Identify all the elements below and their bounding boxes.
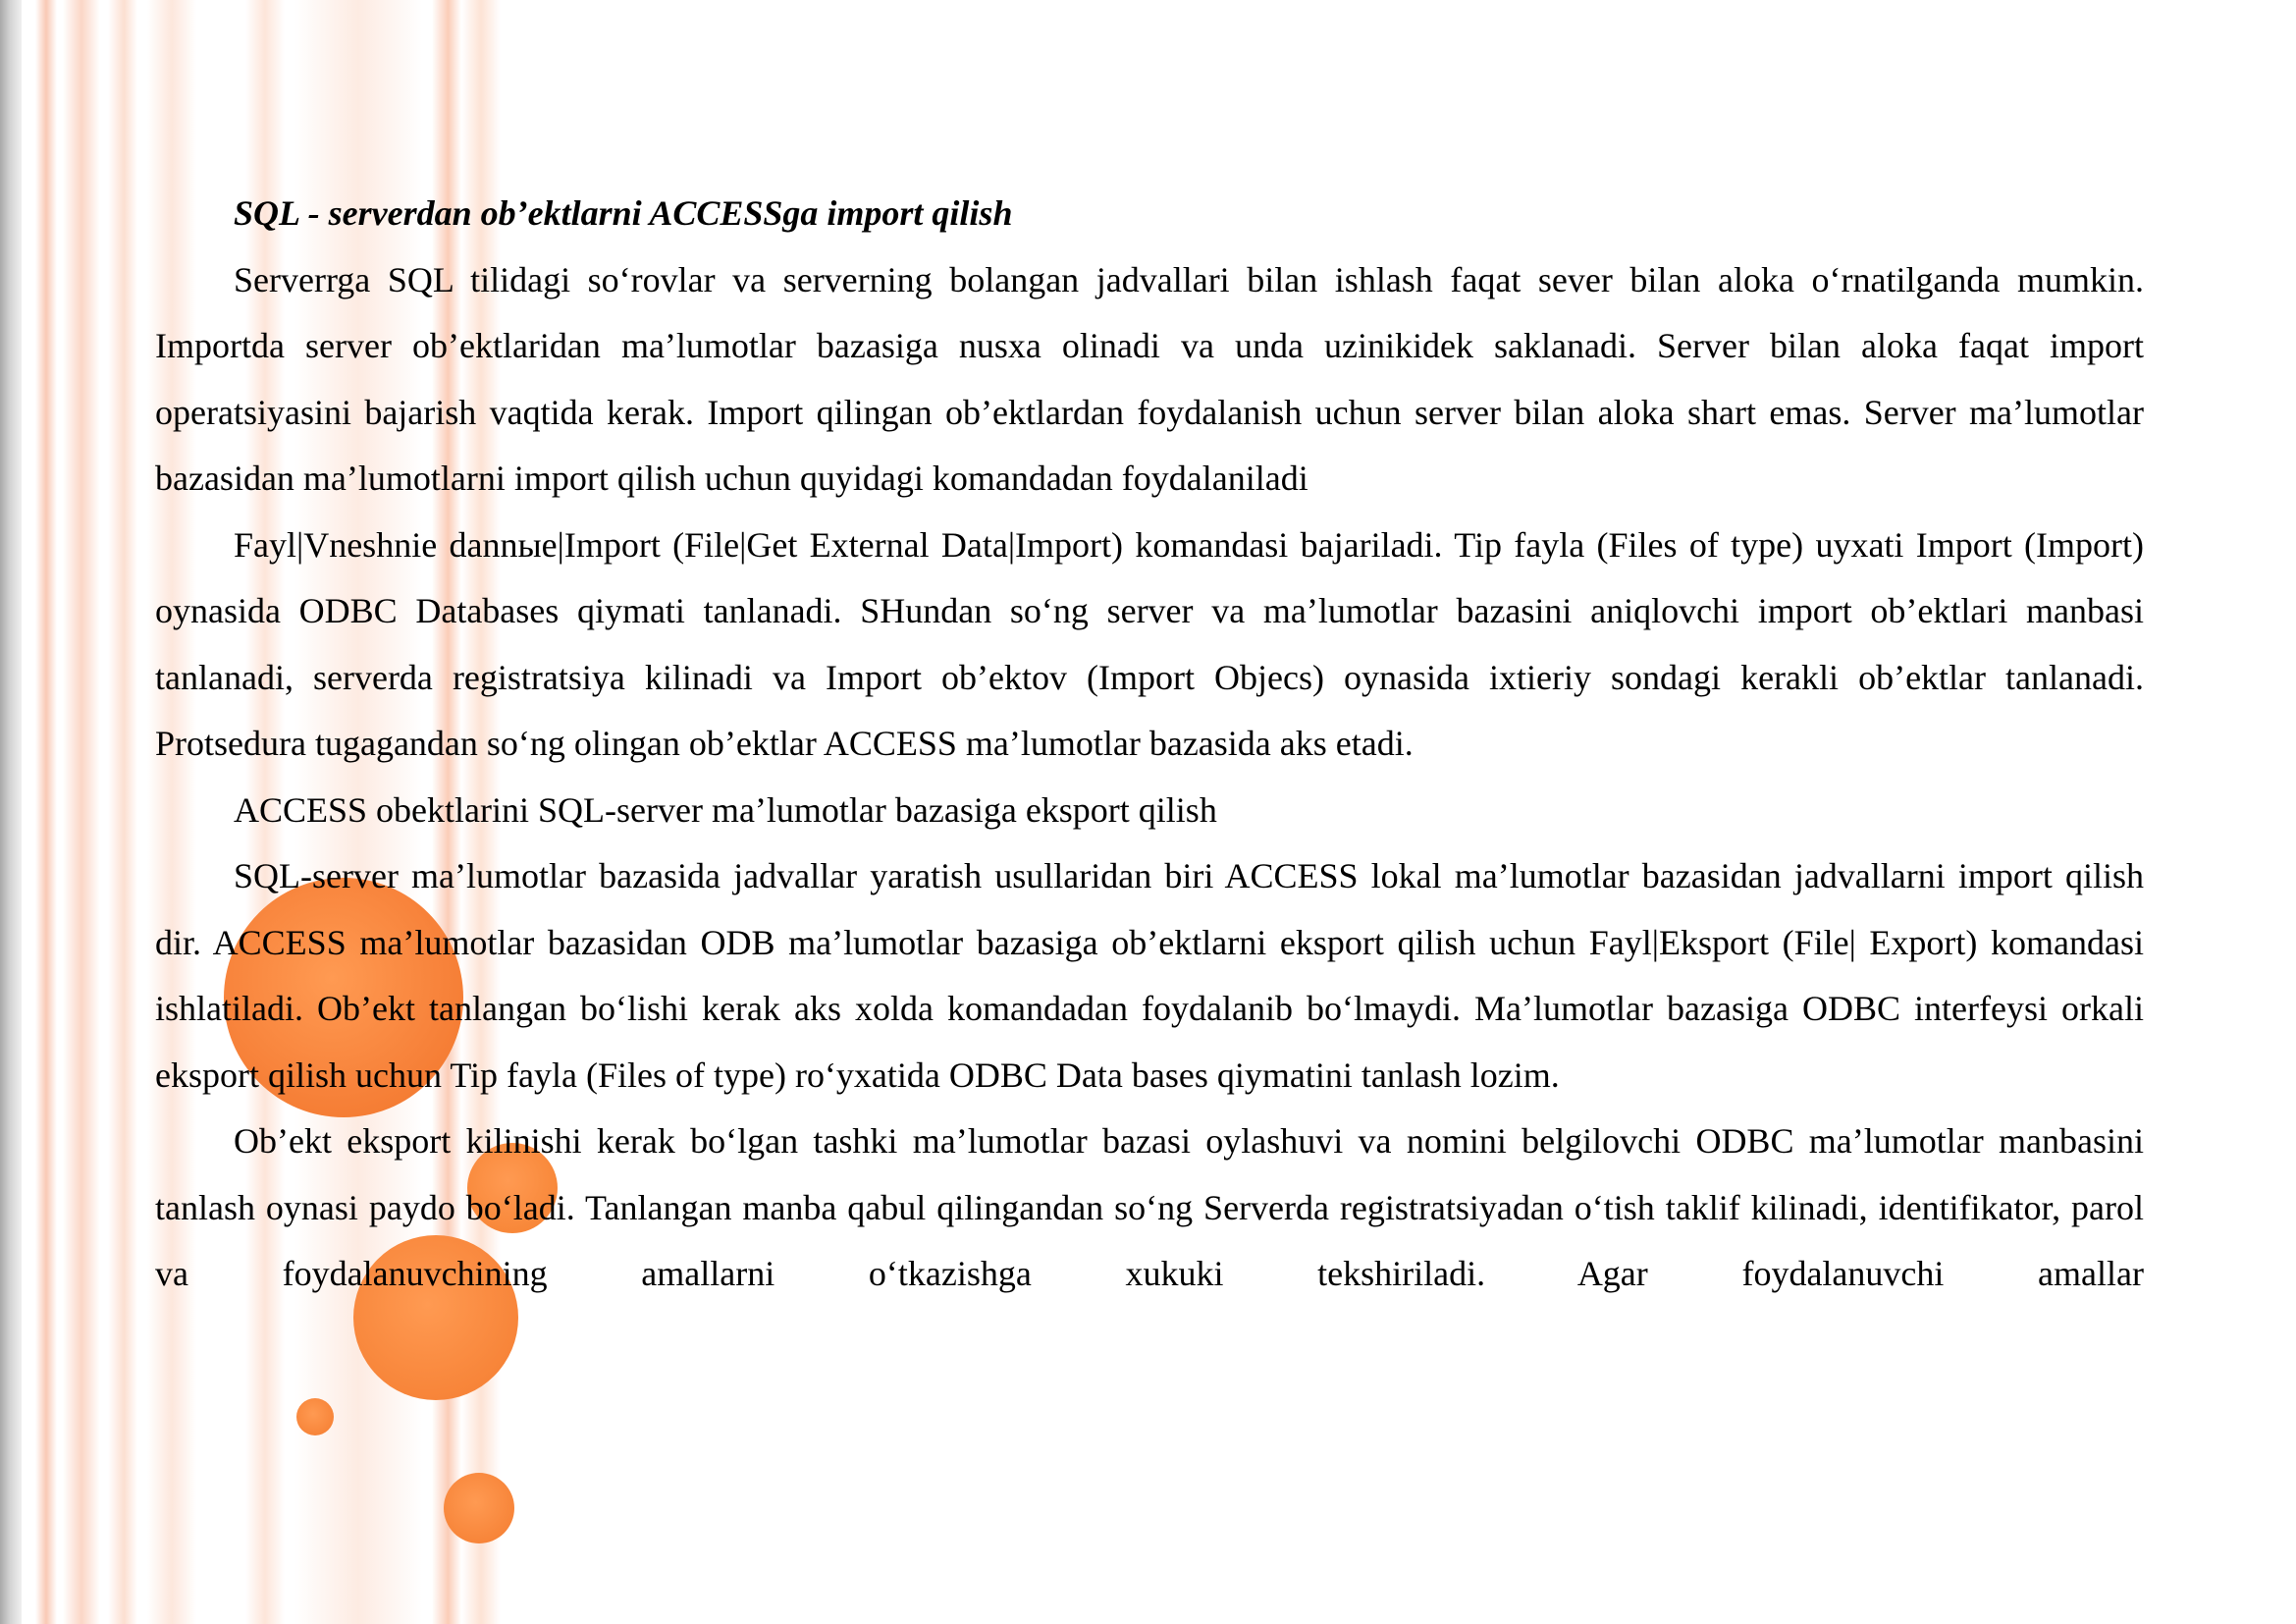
paragraph: SQL-server ma’lumotlar bazasida jadvallar yaratish usullaridan biri ACCESS lokal ma’lumotlar bazasidan jadvallarni import qilish dir. ACCESS ma’lumotlar bazasidan ODB ma’lumotlar bazasiga ob’ektlarni eksport qilish uchun Fayl|Eksport (File| Export) komandasi ishlatiladi. Ob’ekt tanlangan bo‘lishi kerak aks xolda komandadan foydalanib bo‘lmaydi. Ma’lumotlar bazasiga ODBC interfeysi orkali eksport qilish uchun Tip fayla (Files of type) ro‘yxatida ODBC Data bases qiymatini tanlash lozim. xyxy=(155,856,2144,1095)
paragraph: Ob’ekt eksport kilinishi kerak bo‘lgan tashki ma’lumotlar bazasi oylashuvi va nomini belgilovchi ODBC ma’lumotlar manbasini tanlash oynasi paydo bo‘ladi. Tanlangan manba qabul qilingandan so‘ng Serverda registratsiyadan o‘tish taklif kilinadi, identifikator, parol va foydalanuvchining amallarni o‘tkazishga xukuki tekshiriladi. Agar foydalanuvchi amallar xyxy=(155,1121,2144,1293)
paragraph: Fayl|Vneshnie dannые|Import (File|Get External Data|Import) komandasi bajariladi. Tip fayla (Files of type) uyxati Import (Import) oynasida ODBC Databases qiymati tanlanadi. SHundan so‘ng server va ma’lumotlar bazasini aniqlovchi import ob’ektlari manbasi tanlanadi, serverda registratsiya kilinadi va Import ob’ektov (Import Objecs) oynasida ixtieriy sondagi kerakli ob’ektlar tanlanadi. Protsedura tugagandan so‘ng olingan ob’ektlar ACCESS ma’lumotlar bazasida aks etadi. xyxy=(155,524,2144,763)
paragraph: Serverrga SQL tilidagi so‘rovlar va serverning bolangan jadvallari bilan ishlash faqat sever bilan aloka o‘rnatilganda mumkin. Importda server ob’ektlaridan ma’lumotlar bazasiga nusxa olinadi va unda uzinikidek saklanadi. Server bilan aloka faqat import operatsiyasini bajarish vaqtida kerak. Import qilingan ob’ektlardan foydalanish uchun server bilan aloka shart emas. Server ma’lumotlar bazasidan ma’lumotlarni import qilish uchun quyidagi komandadan foydalaniladi xyxy=(155,259,2144,498)
section-heading: SQL - serverdan ob’ektlarni ACCESSga import qilish xyxy=(234,193,1013,233)
decor-circle-small xyxy=(444,1473,514,1543)
decor-stripe xyxy=(63,0,100,1624)
decor-stripe xyxy=(35,0,57,1624)
decor-stripe xyxy=(108,0,137,1624)
decor-circle-tiny xyxy=(296,1398,334,1435)
document-body xyxy=(155,181,2144,1308)
left-gray-bar xyxy=(0,0,22,1624)
subheading-paragraph: ACCESS obektlarini SQL-server ma’lumotlar bazasiga eksport qilish xyxy=(234,789,1217,830)
